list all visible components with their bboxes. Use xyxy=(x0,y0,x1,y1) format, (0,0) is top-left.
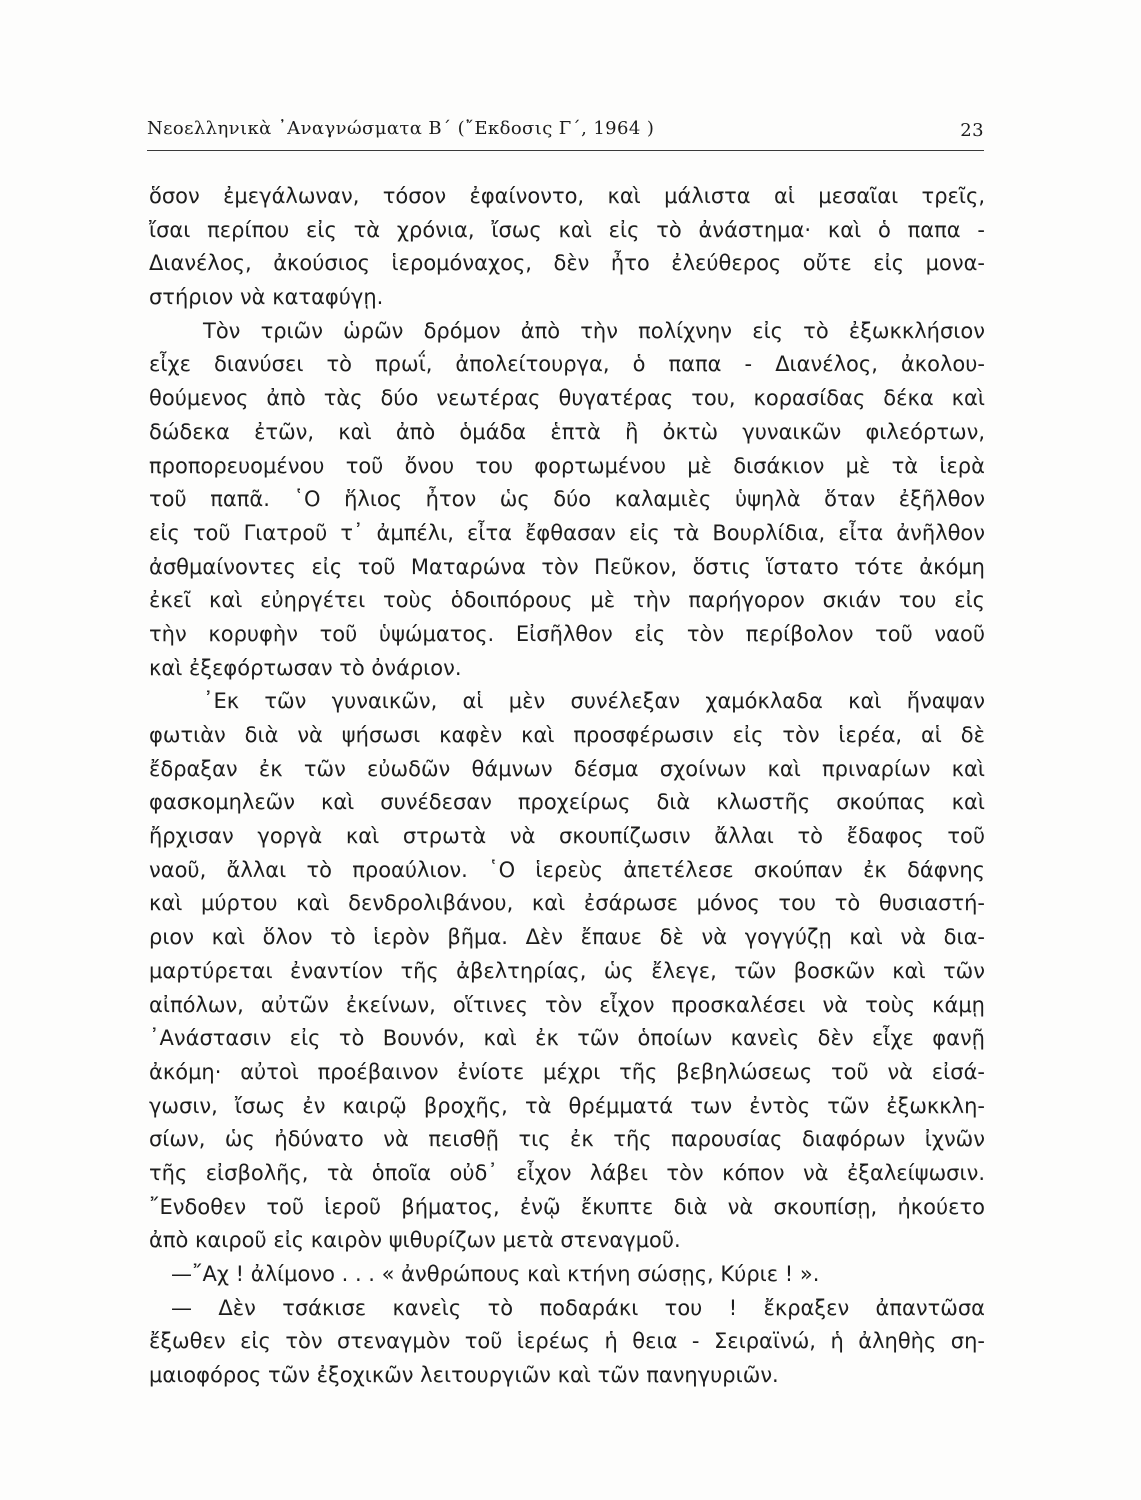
text-line: τὴν κορυφὴν τοῦ ὑψώματος. Εἰσῆλθον εἰς τὸν περίβολον τοῦ ναοῦ xyxy=(149,621,985,646)
header-title: Νεοελληνικὰ ᾿Αναγνώσματα Β΄ (῎Εκδοσις Γ΄, 1964 ) xyxy=(147,118,655,139)
text-line: ἀπὸ καιροῦ εἰς καιρὸν ψιθυρίζων μετὰ στεναγμοῦ. xyxy=(149,1228,681,1253)
text-line: τῆς εἰσβολῆς, τὰ ὁποῖα οὐδ᾽ εἶχον λάβει τὸν κόπον νὰ ἐξαλείψωσιν. xyxy=(149,1160,985,1185)
text-line: ἤρχισαν γοργὰ καὶ στρωτὰ νὰ σκουπίζωσιν ἄλλαι τὸ ἔδαφος τοῦ xyxy=(149,824,985,849)
text-line: φωτιὰν διὰ νὰ ψήσωσι καφὲν καὶ προσφέρωσιν εἰς τὸν ἱερέα, αἱ δὲ xyxy=(149,723,985,747)
body-text xyxy=(149,180,985,1393)
page-number: 23 xyxy=(960,120,984,141)
text-line: ῎Ενδοθεν τοῦ ἱεροῦ βήματος, ἐνῷ ἔκυπτε διὰ νὰ σκουπίσῃ, ἠκούετο xyxy=(149,1194,985,1219)
running-header xyxy=(147,114,984,151)
text-line: σίων, ὡς ἠδύνατο νὰ πεισθῇ τις ἐκ τῆς παρουσίας διαφόρων ἰχνῶν xyxy=(149,1127,985,1152)
text-line: ἔξωθεν εἰς τὸν στεναγμὸν τοῦ ἱερέως ἡ θεια - Σειραϊνώ, ἡ ἀληθὴς ση- xyxy=(149,1329,985,1354)
text-line: φασκομηλεῶν καὶ συνέδεσαν προχείρως διὰ κλωστῆς σκούπας καὶ xyxy=(149,790,985,815)
text-line: ναοῦ, ἄλλαι τὸ προαύλιον. ῾Ο ἱερεὺς ἀπετέλεσε σκούπαν ἐκ δάφνης xyxy=(149,857,985,882)
text-line: εἶχε διανύσει τὸ πρωΐ, ἀπολείτουργα, ὁ παπα - Διανέλος, ἀκολου- xyxy=(149,352,985,377)
text-line: ἀκόμη· αὐτοὶ προέβαινον ἐνίοτε μέχρι τῆς βεβηλώσεως τοῦ νὰ εἰσά- xyxy=(149,1059,985,1084)
text-line: μαρτύρεται ἐναντίον τῆς ἀβελτηρίας, ὡς ἔλεγε, τῶν βοσκῶν καὶ τῶν xyxy=(149,958,985,983)
text-line: εἰς τοῦ Γιατροῦ τ᾽ ἀμπέλι, εἶτα ἔφθασαν εἰς τὰ Βουρλίδια, εἶτα ἀνῆλθον xyxy=(149,520,985,545)
text-line: Διανέλος, ἀκούσιος ἱερομόναχος, δὲν ἦτο ἐλεύθερος οὔτε εἰς μονα- xyxy=(149,251,985,276)
text-line: θούμενος ἀπὸ τὰς δύο νεωτέρας θυγατέρας του, κορασίδας δέκα καὶ xyxy=(149,386,985,411)
text-line: ἀσθμαίνοντες εἰς τοῦ Ματαρώνα τὸν Πεῦκον, ὅστις ἵστατο τότε ἀκόμη xyxy=(149,554,985,579)
text-line: ἴσαι περίπου εἰς τὰ χρόνια, ἴσως καὶ εἰς τὸ ἀνάστημα· καὶ ὁ παπα - xyxy=(149,217,985,242)
text-line: καὶ μύρτου καὶ δενδρολιβάνου, καὶ ἐσάρωσε μόνος του τὸ θυσιαστή- xyxy=(149,891,985,916)
text-line: ἐκεῖ καὶ εὐηργέτει τοὺς ὁδοιπόρους μὲ τὴν παρήγορον σκιάν του εἰς xyxy=(149,588,985,613)
dialogue-line: — Δὲν τσάκισε κανεὶς τὸ ποδαράκι του ! ἔκραξεν ἀπαντῶσα xyxy=(171,1295,985,1320)
text-line: αἰπόλων, αὐτῶν ἐκείνων, οἵτινες τὸν εἶχον προσκαλέσει νὰ τοὺς κάμῃ xyxy=(149,992,985,1017)
text-line: μαιοφόρος τῶν ἐξοχικῶν λειτουργιῶν καὶ τῶν πανηγυριῶν. xyxy=(149,1363,779,1388)
text-line: καὶ ἐξεφόρτωσαν τὸ ὀνάριον. xyxy=(149,655,462,680)
dialogue-line: —῎Αχ ! ἀλίμονο . . . « ἀνθρώπους καὶ κτήνη σώσῃς, Κύριε ! ». xyxy=(171,1262,820,1286)
text-line: τοῦ παπᾶ. ῾Ο ἥλιος ἦτον ὡς δύο καλαμιὲς ὑψηλὰ ὅταν ἐξῆλθον xyxy=(149,487,985,512)
text-line: προπορευομένου τοῦ ὄνου του φορτωμένου μὲ δισάκιον μὲ τὰ ἱερὰ xyxy=(149,453,985,478)
text-line: ἔδραξαν ἐκ τῶν εὐωδῶν θάμνων δέσμα σχοίνων καὶ πριναρίων καὶ xyxy=(149,756,985,781)
text-line: ὅσον ἐμεγάλωναν, τόσον ἐφαίνοντο, καὶ μάλιστα αἱ μεσαῖαι τρεῖς, xyxy=(149,184,985,208)
text-line: ᾿Ανάστασιν εἰς τὸ Βουνόν, καὶ ἐκ τῶν ὁποίων κανεὶς δὲν εἶχε φανῇ xyxy=(149,1026,985,1051)
text-line: γωσιν, ἴσως ἐν καιρῷ βροχῆς, τὰ θρέμματά των ἐντὸς τῶν ἐξωκκλη- xyxy=(149,1093,985,1118)
paragraph-first-line: Τὸν τριῶν ὡρῶν δρόμον ἀπὸ τὴν πολίχνην εἰς τὸ ἐξωκκλήσιον xyxy=(203,318,985,343)
paragraph-first-line: ᾿Εκ τῶν γυναικῶν, αἱ μὲν συνέλεξαν χαμόκλαδα καὶ ἥναψαν xyxy=(203,689,985,714)
text-line: δώδεκα ἐτῶν, καὶ ἀπὸ ὁμάδα ἑπτὰ ἢ ὀκτὼ γυναικῶν φιλεόρτων, xyxy=(149,419,985,444)
text-line: στήριον νὰ καταφύγῃ. xyxy=(149,285,384,310)
text-line: ριον καὶ ὅλον τὸ ἱερὸν βῆμα. Δὲν ἔπαυε δὲ νὰ γογγύζῃ καὶ νὰ δια- xyxy=(149,925,985,950)
